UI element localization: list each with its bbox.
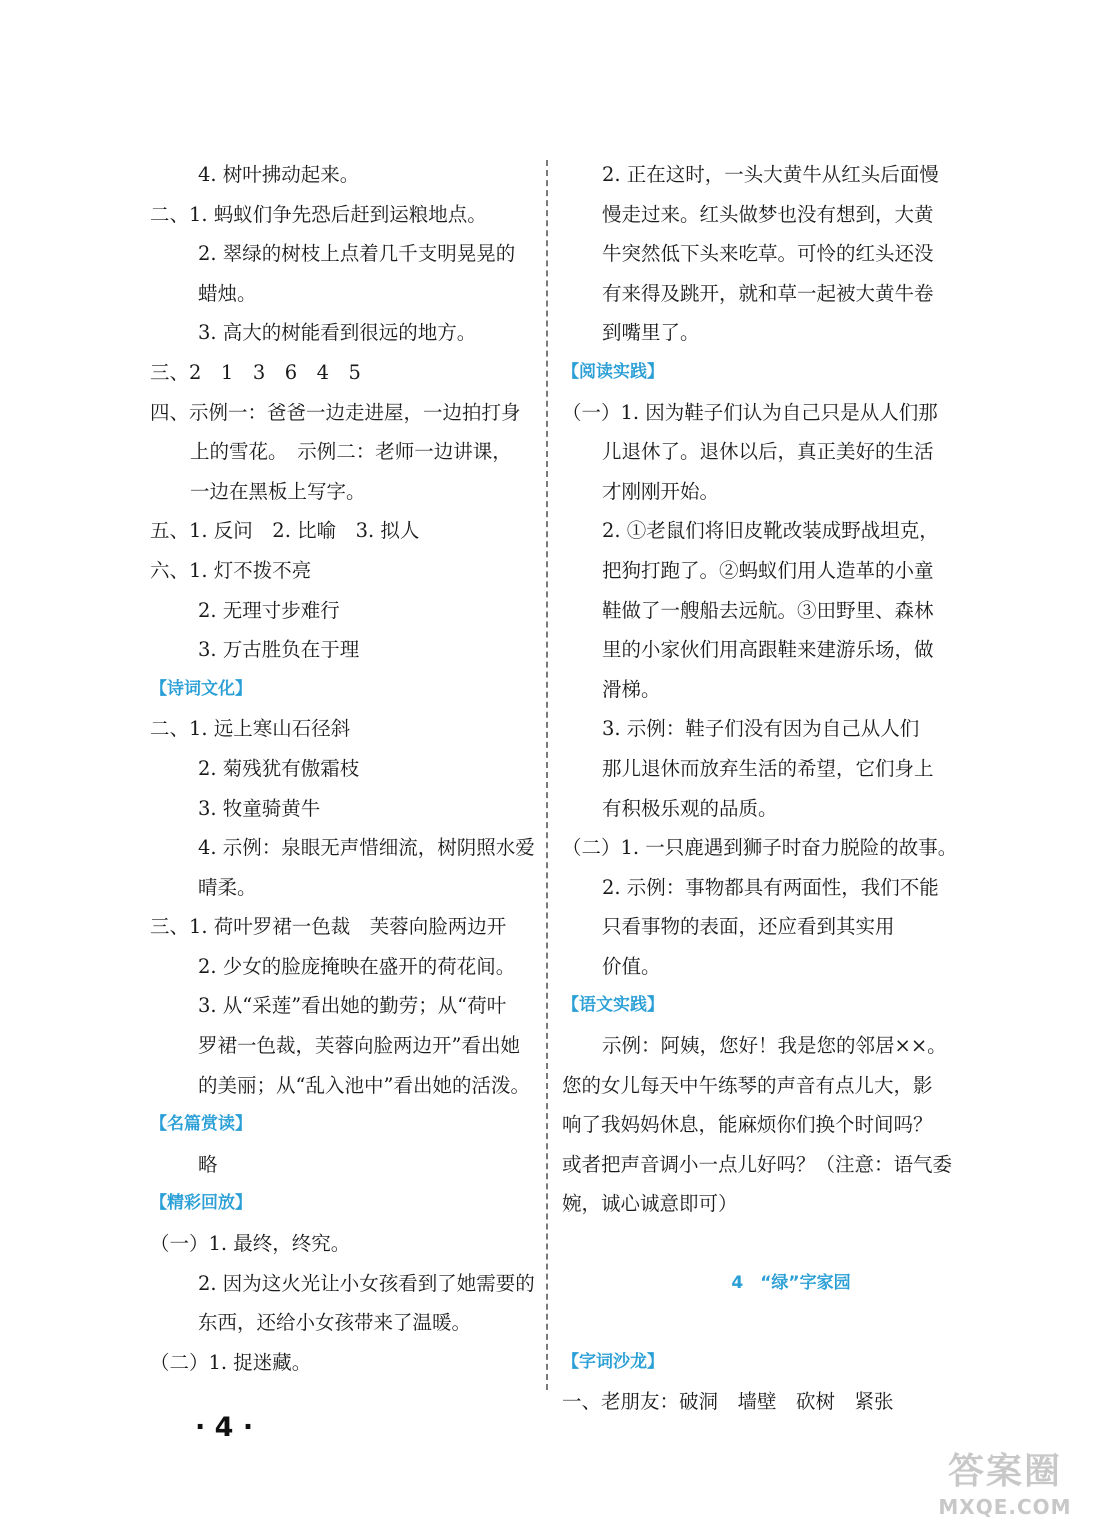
answer-line: 2. 无理寸步难行 bbox=[198, 598, 340, 622]
answer-line: （二）1. 捉迷藏。 bbox=[150, 1350, 312, 1374]
section-header: 【诗词文化】 bbox=[150, 678, 252, 699]
answer-line: 婉，诚心诚意即可） bbox=[562, 1192, 738, 1216]
answer-line: 二、1. 蚂蚁们争先恐后赶到运粮地点。 bbox=[150, 202, 487, 226]
answer-line: 东西，还给小女孩带来了温暖。 bbox=[198, 1311, 472, 1335]
answer-line: 2. 菊残犹有傲霜枝 bbox=[198, 756, 360, 780]
answer-line: 4. 示例：泉眼无声惜细流，树阴照水爱 bbox=[198, 836, 535, 860]
answer-line: 3. 牧童骑黄牛 bbox=[198, 796, 321, 820]
spacer bbox=[562, 1224, 950, 1264]
answer-line: 慢走过来。红头做梦也没有想到，大黄 bbox=[602, 202, 934, 226]
answer-line: 一边在黑板上写字。 bbox=[190, 479, 366, 503]
section-header: 【精彩回放】 bbox=[150, 1193, 252, 1214]
answer-line: 蜡烛。 bbox=[198, 281, 257, 305]
answer-line: 到嘴里了。 bbox=[602, 321, 700, 345]
answer-line: 3. 示例：鞋子们没有因为自己从人们 bbox=[602, 717, 920, 741]
section-header: 【字词沙龙】 bbox=[562, 1351, 664, 1372]
watermark-logo bbox=[920, 1450, 1090, 1530]
section-header: 【名篇赏读】 bbox=[150, 1114, 252, 1135]
left-column bbox=[150, 155, 535, 1382]
watermark-text-bottom: MXQE.COM bbox=[938, 1495, 1072, 1519]
answer-line: 三、2 1 3 6 4 5 bbox=[150, 360, 361, 384]
answer-line: 三、1. 荷叶罗裙一色裁 芙蓉向脸两边开 bbox=[150, 915, 507, 939]
answer-line: 二、1. 远上寒山石径斜 bbox=[150, 717, 351, 741]
answer-line: 六、1. 灯不拨不亮 bbox=[150, 558, 312, 582]
answer-line: （二）1. 一只鹿遇到狮子时奋力脱险的故事。 bbox=[562, 836, 958, 860]
answer-line: 晴柔。 bbox=[198, 875, 257, 899]
answer-line: 四、示例一：爸爸一边走进屋，一边拍打身 bbox=[150, 400, 521, 424]
answer-line: （一）1. 因为鞋子们认为自己只是从人们那 bbox=[562, 400, 938, 424]
answer-line: 3. 从“采莲”看出她的勤劳；从“荷叶 bbox=[198, 994, 507, 1018]
answer-line: 把狗打跑了。②蚂蚁们用人造革的小童 bbox=[602, 558, 934, 582]
answer-line: 或者把声音调小一点儿好吗？（注意：语气委 bbox=[562, 1152, 953, 1176]
answer-line: 2. 示例：事物都具有两面性，我们不能 bbox=[602, 875, 939, 899]
answer-line: 鞋做了一艘船去远航。③田野里、森林 bbox=[602, 598, 934, 622]
page-number: · 4 · bbox=[195, 1412, 254, 1443]
answer-line: 示例：阿姨，您好！我是您的邻居××。 bbox=[602, 1034, 947, 1058]
answer-line: 3. 万古胜负在于理 bbox=[198, 638, 360, 662]
section-header: 【阅读实践】 bbox=[562, 361, 664, 382]
answer-line: 五、1. 反问 2. 比喻 3. 拟人 bbox=[150, 519, 420, 543]
section-header: 【语文实践】 bbox=[562, 995, 664, 1016]
answer-line: 一、老朋友：破洞 墙壁 砍树 紧张 bbox=[562, 1390, 894, 1414]
answer-line: 有来得及跳开，就和草一起被大黄牛卷 bbox=[602, 281, 934, 305]
answer-line: 4. 树叶拂动起来。 bbox=[198, 163, 360, 186]
answer-line: 2. 少女的脸庞掩映在盛开的荷花间。 bbox=[198, 954, 516, 978]
spacer bbox=[562, 1303, 950, 1343]
column-divider bbox=[546, 160, 548, 1390]
answer-line: 里的小家伙们用高跟鞋来建游乐场，做 bbox=[602, 638, 934, 662]
answer-line: 2. 因为这火光让小女孩看到了她需要的 bbox=[198, 1271, 535, 1295]
answer-line: 响了我妈妈休息，能麻烦你们换个时间吗？ bbox=[562, 1113, 933, 1137]
answer-line: 罗裙一色裁，芙蓉向脸两边开”看出她 bbox=[198, 1034, 520, 1058]
answer-line: 价值。 bbox=[602, 954, 661, 978]
answer-line: 的美丽；从“乱入池中”看出她的活泼。 bbox=[198, 1073, 530, 1097]
answer-line: 2. ①老鼠们将旧皮靴改装成野战坦克， bbox=[602, 519, 939, 543]
answer-line: 3. 高大的树能看到很远的地方。 bbox=[198, 321, 477, 345]
answer-line: 2. 正在这时，一头大黄牛从红头后面慢 bbox=[602, 163, 939, 186]
answer-line: （一）1. 最终，终究。 bbox=[150, 1232, 351, 1256]
answer-line: 2. 翠绿的树枝上点着几千支明晃晃的 bbox=[198, 242, 516, 266]
answer-line: 略 bbox=[198, 1152, 218, 1176]
answer-line: 有积极乐观的品质。 bbox=[602, 796, 778, 820]
answer-line: 那儿退休而放弃生活的希望，它们身上 bbox=[602, 756, 934, 780]
chapter-title: 4 “绿”字家园 bbox=[731, 1272, 851, 1293]
answer-line: 只看事物的表面，还应看到其实用 bbox=[602, 915, 895, 939]
answer-line: 滑梯。 bbox=[602, 677, 661, 701]
right-column bbox=[562, 155, 958, 1422]
answer-line: 牛突然低下头来吃草。可怜的红头还没 bbox=[602, 242, 934, 266]
answer-line: 上的雪花。 示例二：老师一边讲课， bbox=[190, 440, 512, 464]
answer-line: 儿退休了。退休以后，真正美好的生活 bbox=[602, 440, 934, 464]
answer-line: 您的女儿每天中午练琴的声音有点儿大，影 bbox=[562, 1073, 933, 1097]
watermark-text-top: 答案圈 bbox=[947, 1451, 1062, 1492]
answer-line: 才刚刚开始。 bbox=[602, 479, 720, 503]
